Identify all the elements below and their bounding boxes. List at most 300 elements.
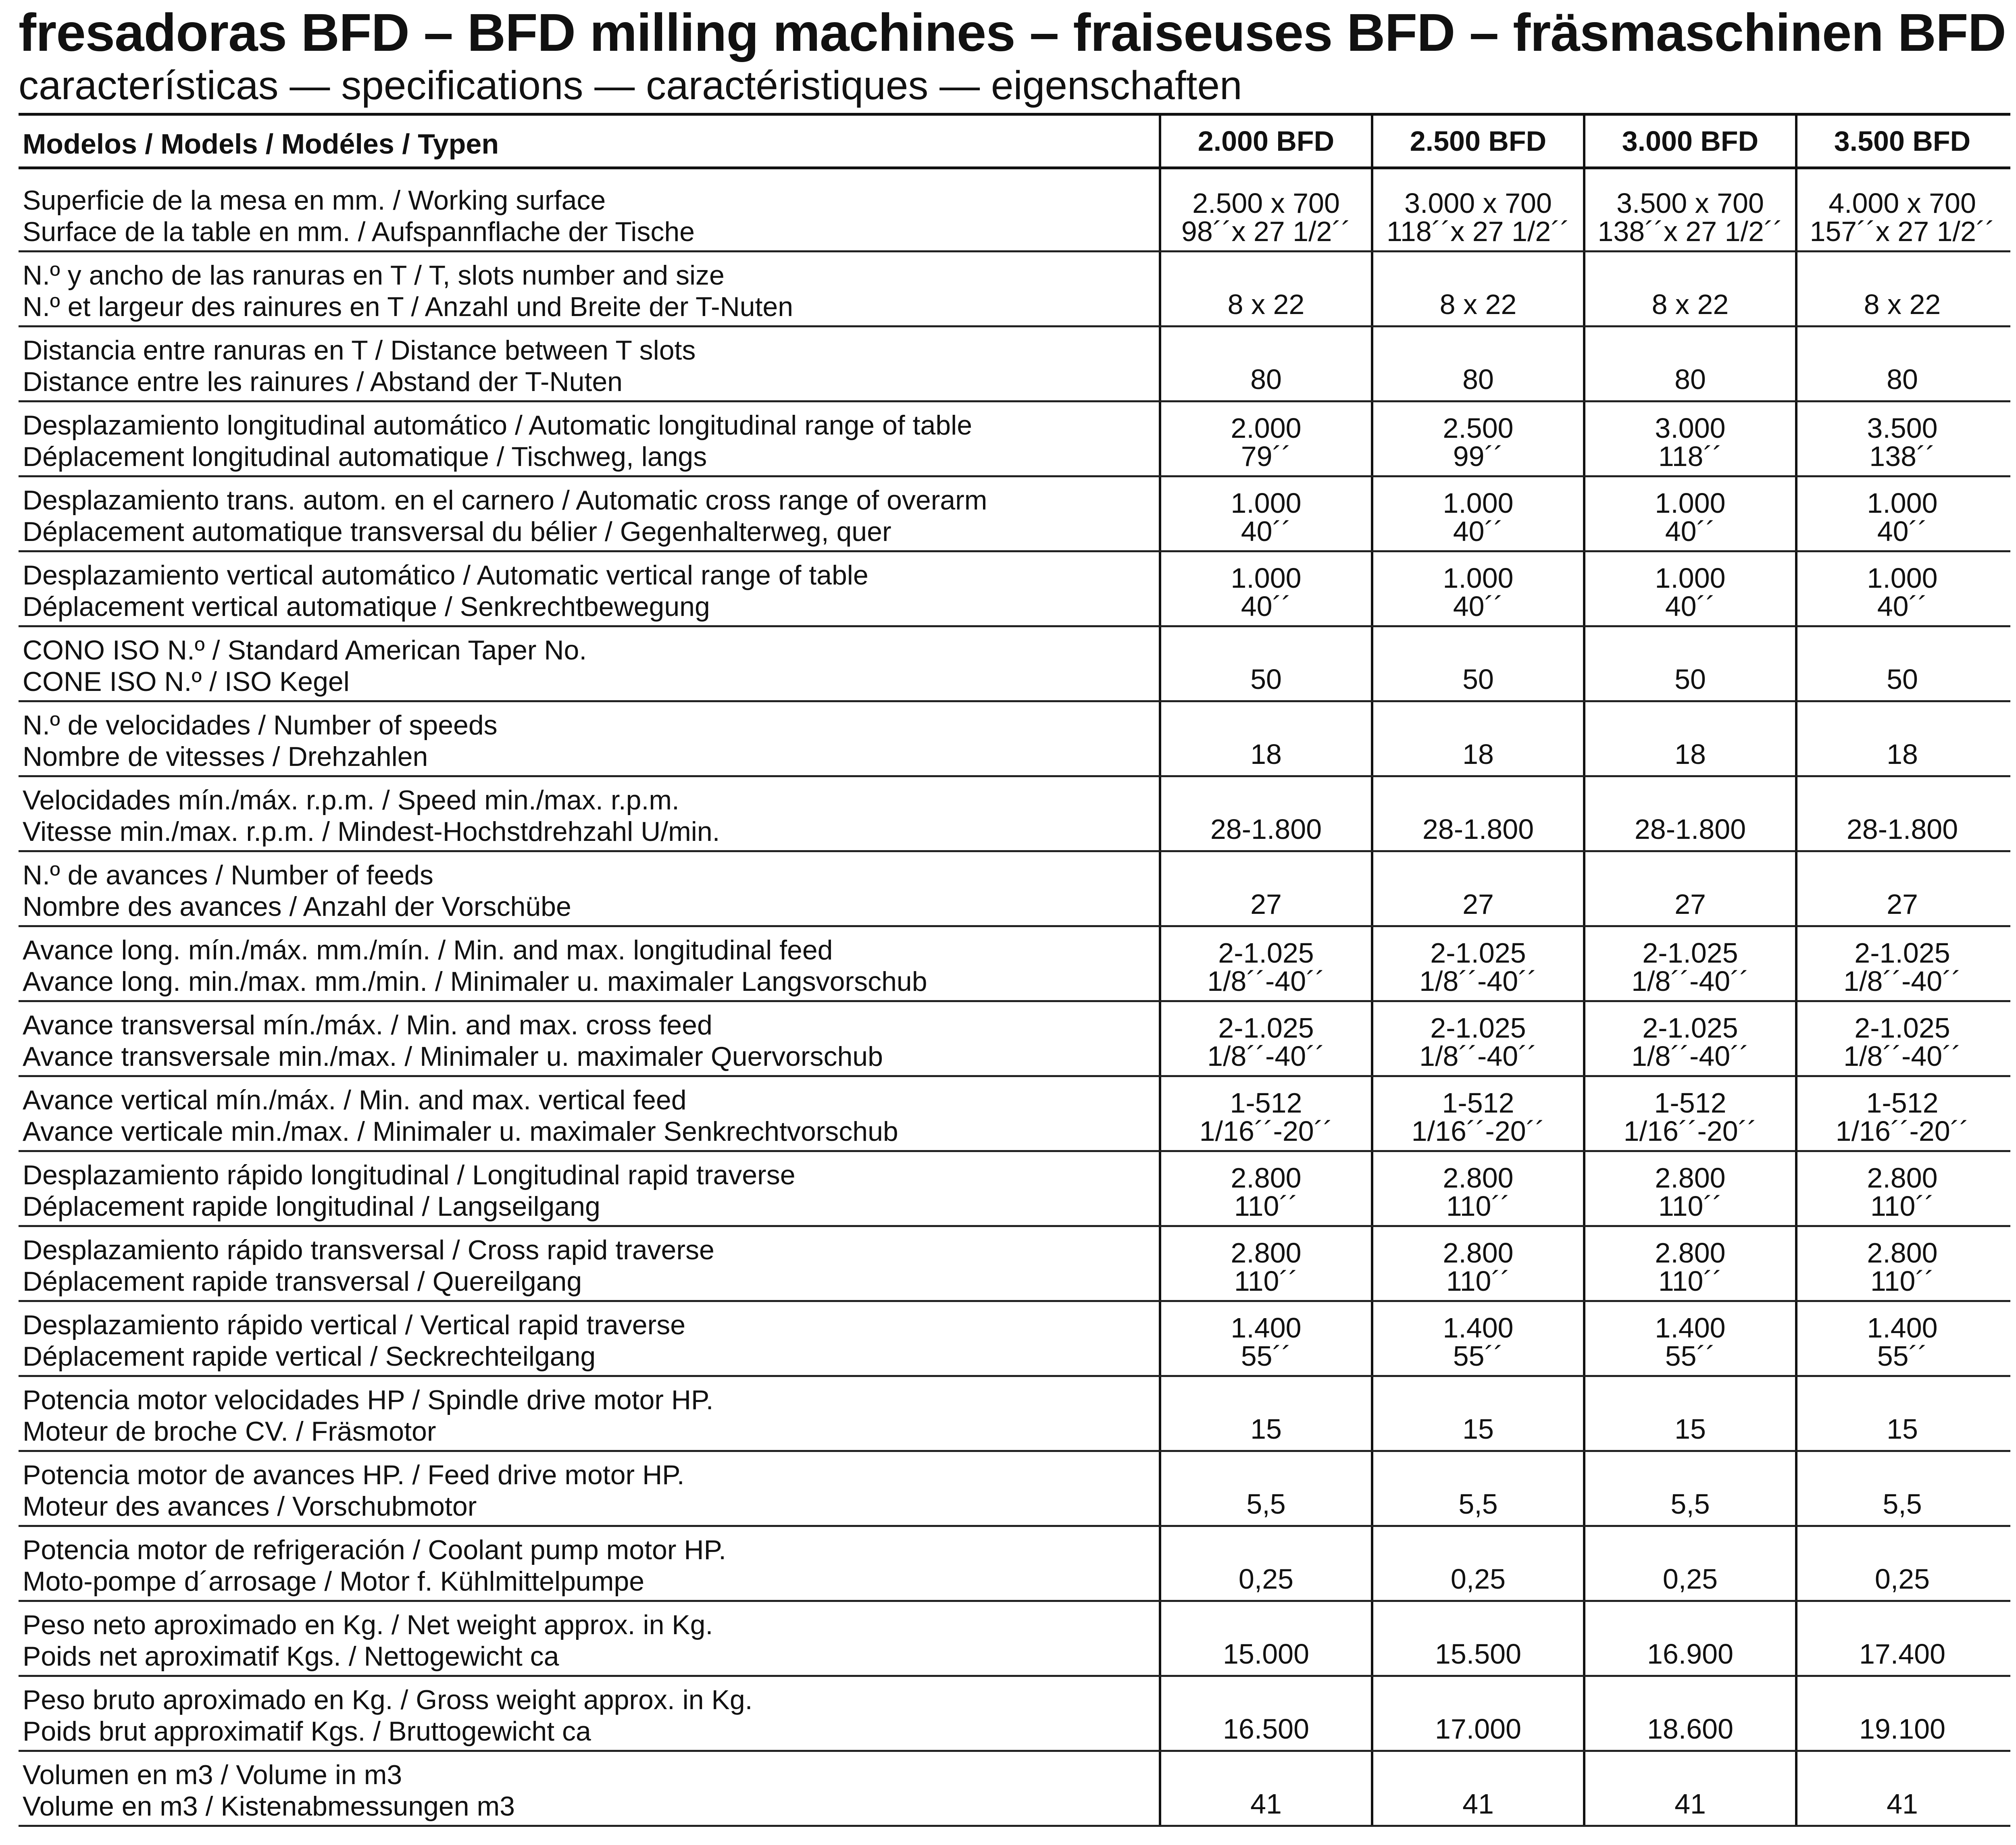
cell-value-metric: 1.400 <box>1443 1312 1514 1344</box>
table-row <box>19 552 2010 627</box>
cell-value-metric: 2.800 <box>1867 1237 1938 1269</box>
cell-value-metric: 1-512 <box>1230 1087 1302 1119</box>
cell-value-imperial: 110´´ <box>1446 1265 1510 1297</box>
cell-value-imperial: 1/8´´-40´´ <box>1843 1040 1961 1072</box>
value-cell <box>1159 1752 1371 1825</box>
value-cell <box>1583 1527 1795 1600</box>
row-label <box>23 1309 685 1372</box>
value-cell <box>1371 552 1583 625</box>
cell-value-imperial: 110´´ <box>1658 1265 1722 1297</box>
value-cell <box>1583 327 1795 400</box>
value-cell <box>1371 927 1583 1000</box>
spec-table <box>19 113 2010 1827</box>
value-cell <box>1583 777 1795 850</box>
cell-value-metric: 1-512 <box>1654 1087 1727 1119</box>
cell-value-imperial: 1/16´´-20´´ <box>1199 1115 1333 1147</box>
cell-value-metric: 1.000 <box>1443 562 1514 594</box>
table-row <box>19 927 2010 1002</box>
cell-value-imperial: 1/16´´-20´´ <box>1623 1115 1757 1147</box>
value-cell <box>1583 1077 1795 1150</box>
row-label-primary: Peso bruto aproximado en Kg. / Gross weight approx. in Kg. <box>23 1685 753 1715</box>
cell-value: 28-1.800 <box>1210 813 1322 845</box>
row-label-primary: N.º y ancho de las ranuras en T / T, slots number and size <box>23 260 725 291</box>
cell-value-imperial: 110´´ <box>1870 1190 1935 1222</box>
value-cell <box>1159 1527 1371 1600</box>
value-cell <box>1583 1452 1795 1525</box>
value-cell <box>1371 852 1583 925</box>
cell-value-imperial: 1/8´´-40´´ <box>1207 1040 1325 1072</box>
cell-value: 18 <box>1887 738 1918 770</box>
cell-value-metric: 3.500 x 700 <box>1616 187 1764 219</box>
row-label <box>23 859 571 922</box>
cell-value-imperial: 40´´ <box>1665 516 1716 547</box>
value-cell <box>1583 1677 1795 1750</box>
cell-value-imperial: 110´´ <box>1446 1190 1510 1222</box>
row-label-primary: Desplazamiento trans. autom. en el carnero / Automatic cross range of overarm <box>23 485 987 516</box>
row-label-primary: Potencia motor velocidades HP / Spindle drive motor HP. <box>23 1385 714 1415</box>
row-label <box>23 1759 515 1822</box>
row-label <box>23 709 498 772</box>
cell-value: 15 <box>1250 1413 1282 1445</box>
row-label-primary: Desplazamiento vertical automático / Automatic vertical range of table <box>23 560 868 591</box>
row-label-secondary: N.º et largeur des rainures en T / Anzahl und Breite der T-Nuten <box>23 291 793 322</box>
cell-value: 27 <box>1250 888 1282 920</box>
row-label <box>23 1384 713 1447</box>
table-row <box>19 777 2010 852</box>
table-row <box>19 477 2010 552</box>
cell-value-imperial: 110´´ <box>1870 1265 1935 1297</box>
row-label-primary: Superficie de la mesa en mm. / Working surface <box>23 185 606 216</box>
row-label <box>23 1009 883 1072</box>
model-header: 2.500 BFD <box>1371 116 1583 166</box>
cell-value: 15 <box>1462 1413 1494 1445</box>
value-cell <box>1159 1227 1371 1300</box>
value-cell <box>1583 477 1795 550</box>
cell-value: 5,5 <box>1458 1488 1498 1520</box>
cell-value-metric: 2.800 <box>1231 1237 1302 1269</box>
value-cell <box>1371 252 1583 325</box>
cell-value-imperial: 98´´x 27 1/2´´ <box>1181 216 1351 247</box>
value-cell <box>1583 1002 1795 1075</box>
row-label <box>23 634 587 697</box>
cell-value: 27 <box>1887 888 1918 920</box>
value-cell <box>1795 252 2007 325</box>
cell-value: 27 <box>1674 888 1706 920</box>
table-row <box>19 327 2010 402</box>
cell-value-metric: 2.000 <box>1231 412 1302 444</box>
model-header: 3.000 BFD <box>1583 116 1795 166</box>
cell-value-imperial: 55´´ <box>1453 1340 1504 1372</box>
table-row <box>19 1752 2010 1827</box>
cell-value: 18 <box>1674 738 1706 770</box>
row-label-secondary: Poids brut approximatif Kgs. / Bruttogewicht ca <box>23 1716 591 1747</box>
cell-value-imperial: 40´´ <box>1241 591 1291 622</box>
row-label-secondary: Moteur de broche CV. / Fräsmotor <box>23 1416 436 1447</box>
row-label-primary: Distancia entre ranuras en T / Distance between T slots <box>23 335 696 366</box>
value-cell <box>1583 1152 1795 1225</box>
row-label-secondary: CONE ISO N.º / ISO Kegel <box>23 666 350 697</box>
value-cell <box>1371 1002 1583 1075</box>
cell-value-imperial: 157´´x 27 1/2´´ <box>1810 216 1995 247</box>
cell-value: 16.500 <box>1223 1713 1310 1745</box>
cell-value: 50 <box>1250 664 1282 695</box>
cell-value: 5,5 <box>1670 1488 1710 1520</box>
cell-value-metric: 2.800 <box>1443 1237 1514 1269</box>
cell-value: 0,25 <box>1874 1563 1930 1595</box>
row-label-primary: Peso neto aproximado en Kg. / Net weight approx. in Kg. <box>23 1610 713 1640</box>
row-label-secondary: Moto-pompe d´arrosage / Motor f. Kühlmittelpumpe <box>23 1566 645 1597</box>
table-row <box>19 402 2010 477</box>
value-cell <box>1159 1302 1371 1375</box>
row-label-secondary: Moteur des avances / Vorschubmotor <box>23 1491 477 1522</box>
cell-value: 41 <box>1462 1788 1494 1820</box>
value-cell <box>1583 627 1795 700</box>
cell-value: 18 <box>1250 738 1282 770</box>
row-label-secondary: Déplacement rapide transversal / Quereilgang <box>23 1266 582 1297</box>
cell-value-imperial: 40´´ <box>1665 591 1716 622</box>
value-cell <box>1795 402 2007 475</box>
cell-value-metric: 1.000 <box>1443 487 1514 519</box>
row-label-primary: Avance transversal mín./máx. / Min. and max. cross feed <box>23 1010 712 1040</box>
page-subtitle: características — specifications — caractéristiques — eigenschaften <box>19 63 1242 108</box>
cell-value: 15 <box>1674 1413 1706 1445</box>
cell-value: 41 <box>1250 1788 1282 1820</box>
cell-value-metric: 4.000 x 700 <box>1829 187 1976 219</box>
cell-value-metric: 1.400 <box>1231 1312 1302 1344</box>
value-cell <box>1159 1677 1371 1750</box>
value-cell <box>1371 1302 1583 1375</box>
cell-value-imperial: 40´´ <box>1241 516 1291 547</box>
value-cell <box>1371 402 1583 475</box>
value-cell <box>1795 1677 2007 1750</box>
row-label-primary: Potencia motor de avances HP. / Feed drive motor HP. <box>23 1460 685 1490</box>
models-header-label: Modelos / Models / Modéles / Typen <box>23 128 499 160</box>
cell-value: 80 <box>1462 364 1494 395</box>
value-cell <box>1795 1077 2007 1150</box>
cell-value-metric: 1.400 <box>1867 1312 1938 1344</box>
cell-value: 18.600 <box>1647 1713 1734 1745</box>
cell-value-metric: 3.000 x 700 <box>1404 187 1552 219</box>
row-label <box>23 1534 726 1597</box>
value-cell <box>1795 1152 2007 1225</box>
cell-value-imperial: 55´´ <box>1877 1340 1928 1372</box>
value-cell <box>1371 477 1583 550</box>
cell-value-metric: 2.800 <box>1443 1162 1514 1194</box>
cell-value-imperial: 40´´ <box>1453 591 1504 622</box>
value-cell <box>1795 327 2007 400</box>
cell-value-metric: 2.500 x 700 <box>1192 187 1340 219</box>
value-cell <box>1159 552 1371 625</box>
value-cell <box>1159 1602 1371 1675</box>
value-cell <box>1583 402 1795 475</box>
row-label <box>23 410 972 472</box>
cell-value: 8 x 22 <box>1439 289 1517 320</box>
cell-value-metric: 2-1.025 <box>1854 937 1950 969</box>
value-cell <box>1583 927 1795 1000</box>
value-cell <box>1583 169 1795 250</box>
cell-value: 19.100 <box>1859 1713 1946 1745</box>
row-label <box>23 1684 753 1747</box>
row-label-primary: Desplazamiento rápido transversal / Cross rapid traverse <box>23 1235 714 1265</box>
row-label <box>23 485 987 547</box>
cell-value-metric: 1.400 <box>1655 1312 1726 1344</box>
machine-side-view-drawing <box>2012 1125 2016 1834</box>
cell-value: 50 <box>1674 664 1706 695</box>
row-label-secondary: Surface de la table en mm. / Aufspannflache der Tische <box>23 216 695 247</box>
cell-value-imperial: 110´´ <box>1658 1190 1722 1222</box>
cell-value-metric: 2-1.025 <box>1218 1012 1314 1044</box>
value-cell <box>1795 1752 2007 1825</box>
row-label-secondary: Poids net aproximatif Kgs. / Nettogewicht ca <box>23 1641 559 1672</box>
row-label-primary: Potencia motor de refrigeración / Coolant pump motor HP. <box>23 1535 726 1565</box>
cell-value: 28-1.800 <box>1422 813 1534 845</box>
table-row <box>19 1452 2010 1527</box>
value-cell <box>1371 1677 1583 1750</box>
value-cell <box>1159 402 1371 475</box>
cell-value-metric: 2-1.025 <box>1430 1012 1526 1044</box>
cell-value-metric: 2-1.025 <box>1642 937 1738 969</box>
cell-value-metric: 1.000 <box>1867 562 1938 594</box>
row-label <box>23 1459 685 1522</box>
value-cell <box>1795 1527 2007 1600</box>
cell-value: 15.500 <box>1435 1638 1522 1670</box>
cell-value-imperial: 1/16´´-20´´ <box>1835 1115 1969 1147</box>
table-row <box>19 1602 2010 1677</box>
cell-value: 18 <box>1462 738 1494 770</box>
row-label <box>23 934 927 997</box>
table-row <box>19 852 2010 927</box>
value-cell <box>1159 1002 1371 1075</box>
cell-value: 28-1.800 <box>1634 813 1746 845</box>
value-cell <box>1795 552 2007 625</box>
table-body <box>19 169 2010 1827</box>
value-cell <box>1795 777 2007 850</box>
row-label-primary: N.º de velocidades / Number of speeds <box>23 710 498 740</box>
table-row <box>19 1002 2010 1077</box>
value-cell <box>1159 1452 1371 1525</box>
value-cell <box>1795 1302 2007 1375</box>
table-row <box>19 252 2010 327</box>
cell-value-imperial: 1/8´´-40´´ <box>1419 1040 1537 1072</box>
cell-value-imperial: 55´´ <box>1665 1340 1716 1372</box>
cell-value: 27 <box>1462 888 1494 920</box>
cell-value-metric: 2-1.025 <box>1430 937 1526 969</box>
cell-value-metric: 1-512 <box>1442 1087 1514 1119</box>
row-label-secondary: Déplacement automatique transversal du bélier / Gegenhalterweg, quer <box>23 516 891 547</box>
value-cell <box>1371 1602 1583 1675</box>
value-cell <box>1795 1602 2007 1675</box>
cell-value-imperial: 55´´ <box>1241 1340 1291 1372</box>
value-cell <box>1371 1077 1583 1150</box>
value-cell <box>1583 1602 1795 1675</box>
cell-value-imperial: 118´´ <box>1658 441 1722 472</box>
cell-value-imperial: 40´´ <box>1877 516 1928 547</box>
row-label-primary: CONO ISO N.º / Standard American Taper No. <box>23 635 587 666</box>
value-cell <box>1159 927 1371 1000</box>
row-label-secondary: Déplacement rapide longitudinal / Langseilgang <box>23 1191 600 1222</box>
model-header: 3.500 BFD <box>1795 116 2007 166</box>
row-label-secondary: Déplacement vertical automatique / Senkrechtbewegung <box>23 591 710 622</box>
cell-value: 17.400 <box>1859 1638 1946 1670</box>
cell-value: 5,5 <box>1246 1488 1286 1520</box>
value-cell <box>1583 252 1795 325</box>
cell-value-imperial: 118´´x 27 1/2´´ <box>1387 216 1570 247</box>
cell-value-imperial: 1/8´´-40´´ <box>1631 1040 1749 1072</box>
value-cell <box>1795 852 2007 925</box>
cell-value: 28-1.800 <box>1846 813 1958 845</box>
cell-value-metric: 2.800 <box>1867 1162 1938 1194</box>
value-cell <box>1795 702 2007 775</box>
row-label-secondary: Vitesse min./max. r.p.m. / Mindest-Hochstdrehzahl U/min. <box>23 816 720 847</box>
value-cell <box>1159 1077 1371 1150</box>
row-label <box>23 335 696 397</box>
table-row <box>19 627 2010 702</box>
cell-value: 50 <box>1887 664 1918 695</box>
value-cell <box>1371 1452 1583 1525</box>
row-label <box>23 1159 796 1222</box>
value-cell <box>1159 169 1371 250</box>
cell-value: 16.900 <box>1647 1638 1734 1670</box>
value-cell <box>1159 627 1371 700</box>
cell-value-metric: 2.500 <box>1443 412 1514 444</box>
cell-value-imperial: 79´´ <box>1241 441 1291 472</box>
row-label-secondary: Avance transversale min./max. / Minimaler u. maximaler Quervorschub <box>23 1041 883 1072</box>
row-label <box>23 784 720 847</box>
cell-value-metric: 1-512 <box>1866 1087 1939 1119</box>
value-cell <box>1159 252 1371 325</box>
row-label-secondary: Nombre des avances / Anzahl der Vorschübe <box>23 891 571 922</box>
cell-value: 8 x 22 <box>1227 289 1305 320</box>
value-cell <box>1795 927 2007 1000</box>
cell-value: 80 <box>1250 364 1282 395</box>
cell-value-imperial: 40´´ <box>1877 591 1928 622</box>
model-header: 2.000 BFD <box>1159 116 1371 166</box>
cell-value-metric: 1.000 <box>1867 487 1938 519</box>
cell-value: 15 <box>1887 1413 1918 1445</box>
value-cell <box>1795 627 2007 700</box>
row-label-primary: Avance vertical mín./máx. / Min. and max. vertical feed <box>23 1085 687 1115</box>
cell-value-metric: 3.500 <box>1867 412 1938 444</box>
row-label <box>23 1609 713 1672</box>
row-label-secondary: Avance verticale min./max. / Minimaler u. maximaler Senkrechtvorschub <box>23 1116 898 1147</box>
value-cell <box>1795 169 2007 250</box>
table-row <box>19 1227 2010 1302</box>
cell-value-metric: 2.800 <box>1231 1162 1302 1194</box>
value-cell <box>1583 552 1795 625</box>
cell-value: 80 <box>1887 364 1918 395</box>
value-cell <box>1371 777 1583 850</box>
cell-value-imperial: 99´´ <box>1453 441 1504 472</box>
value-cell <box>1583 1227 1795 1300</box>
cell-value-imperial: 1/8´´-40´´ <box>1631 965 1749 997</box>
cell-value-imperial: 1/8´´-40´´ <box>1843 965 1961 997</box>
row-label-primary: Volumen en m3 / Volume in m3 <box>23 1760 402 1790</box>
row-label-secondary: Avance long. min./max. mm./min. / Minimaler u. maximaler Langsvorschub <box>23 966 927 997</box>
cell-value-metric: 2-1.025 <box>1854 1012 1950 1044</box>
row-label-secondary: Volume en m3 / Kistenabmessungen m3 <box>23 1791 515 1822</box>
cell-value: 5,5 <box>1883 1488 1922 1520</box>
row-label-secondary: Distance entre les rainures / Abstand der T-Nuten <box>23 366 623 397</box>
cell-value: 41 <box>1674 1788 1706 1820</box>
cell-value-imperial: 1/16´´-20´´ <box>1411 1115 1545 1147</box>
cell-value-metric: 2.800 <box>1655 1237 1726 1269</box>
page-title: fresadoras BFD – BFD milling machines – fraiseuses BFD – fräsmaschinen BFD <box>19 3 2006 62</box>
row-label <box>23 185 695 248</box>
row-label-secondary: Déplacement longitudinal automatique / Tischweg, langs <box>23 441 707 472</box>
table-row <box>19 1677 2010 1752</box>
table-row <box>19 1152 2010 1227</box>
cell-value-imperial: 1/8´´-40´´ <box>1207 965 1325 997</box>
value-cell <box>1583 702 1795 775</box>
value-cell <box>1371 1377 1583 1450</box>
cell-value: 0,25 <box>1450 1563 1506 1595</box>
value-cell <box>1371 1752 1583 1825</box>
table-row <box>19 1377 2010 1452</box>
table-row <box>19 1077 2010 1152</box>
cell-value-metric: 1.000 <box>1655 562 1726 594</box>
value-cell <box>1159 1377 1371 1450</box>
cell-value: 0,25 <box>1662 1563 1718 1595</box>
row-label <box>23 560 868 622</box>
cell-value-imperial: 110´´ <box>1234 1265 1298 1297</box>
value-cell <box>1795 1002 2007 1075</box>
value-cell <box>1159 777 1371 850</box>
cell-value-imperial: 1/8´´-40´´ <box>1419 965 1537 997</box>
value-cell <box>1583 1302 1795 1375</box>
cell-value-metric: 2-1.025 <box>1642 1012 1738 1044</box>
row-label-primary: Desplazamiento longitudinal automático / Automatic longitudinal range of table <box>23 410 973 441</box>
row-label <box>23 1084 898 1147</box>
value-cell <box>1795 1377 2007 1450</box>
value-cell <box>1371 327 1583 400</box>
row-label <box>23 1234 714 1297</box>
cell-value: 15.000 <box>1223 1638 1310 1670</box>
value-cell <box>1159 1152 1371 1225</box>
value-cell <box>1583 852 1795 925</box>
row-label-secondary: Nombre de vitesses / Drehzahlen <box>23 741 428 772</box>
machine-top-view-drawing <box>2012 193 2016 927</box>
cell-value-metric: 3.000 <box>1655 412 1726 444</box>
value-cell <box>1795 1452 2007 1525</box>
value-cell <box>1159 327 1371 400</box>
cell-value: 8 x 22 <box>1864 289 1941 320</box>
row-label-primary: Desplazamiento rápido longitudinal / Longitudinal rapid traverse <box>23 1160 796 1190</box>
cell-value-metric: 2-1.025 <box>1218 937 1314 969</box>
cell-value: 50 <box>1462 664 1494 695</box>
cell-value-metric: 2.800 <box>1655 1162 1726 1194</box>
value-cell <box>1159 852 1371 925</box>
row-label <box>23 260 793 322</box>
value-cell <box>1159 477 1371 550</box>
cell-value: 17.000 <box>1435 1713 1522 1745</box>
value-cell <box>1583 1752 1795 1825</box>
table-row <box>19 702 2010 777</box>
value-cell <box>1371 1227 1583 1300</box>
value-cell <box>1159 702 1371 775</box>
cell-value-metric: 1.000 <box>1655 487 1726 519</box>
cell-value-metric: 1.000 <box>1231 562 1302 594</box>
value-cell <box>1795 1227 2007 1300</box>
cell-value: 80 <box>1674 364 1706 395</box>
row-label-primary: Velocidades mín./máx. r.p.m. / Speed min./max. r.p.m. <box>23 785 679 815</box>
cell-value-metric: 1.000 <box>1231 487 1302 519</box>
table-row <box>19 169 2010 252</box>
cell-value: 8 x 22 <box>1652 289 1729 320</box>
value-cell <box>1795 477 2007 550</box>
value-cell <box>1583 1377 1795 1450</box>
value-cell <box>1371 1527 1583 1600</box>
table-header <box>19 113 2010 169</box>
